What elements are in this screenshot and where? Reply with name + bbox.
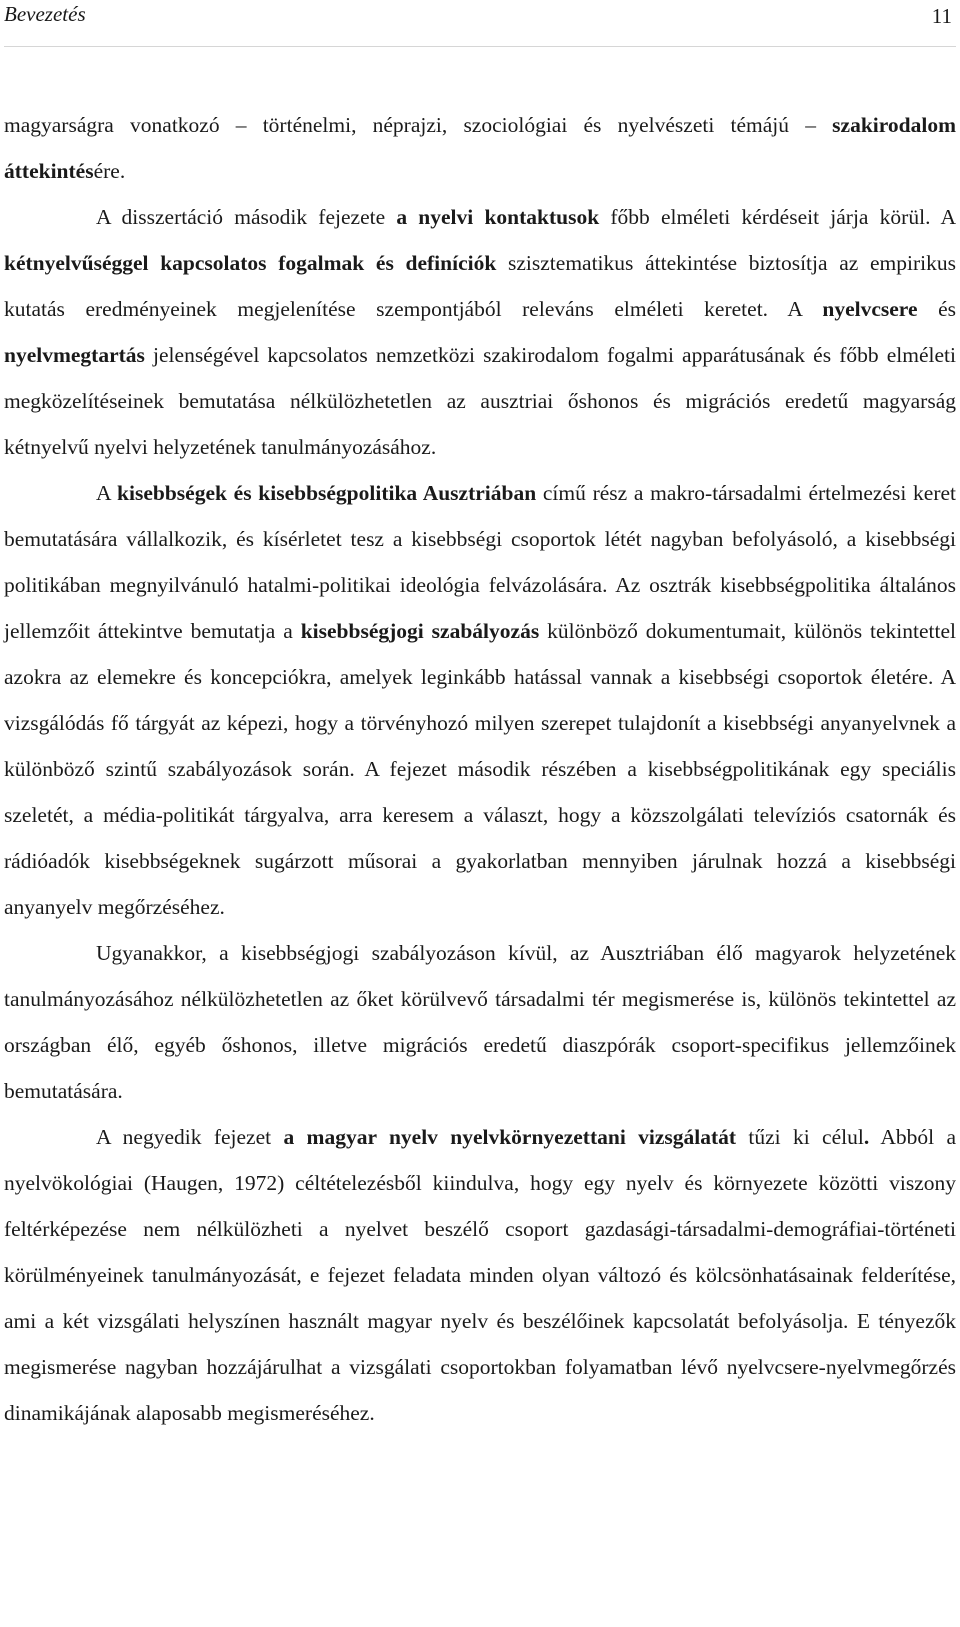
text-run: című rész a makro-társadalmi értelmezési keret bemutatására vállalkozik, és kísérletet tesz a kisebbségi csoportok létét nagyban befolyásoló, a kisebbségi politikában megnyilvánuló hatalmi-politikai ideológia felvázolására. Az osztrák kisebbségpolitika általános jellemzőit áttekintve bemutatja a [4,481,957,643]
body-text [4,102,956,1436]
running-header [4,0,956,47]
text-run: magyarságra vonatkozó – történelmi, néprajzi, szociológiai és nyelvészeti témájú – [4,113,833,137]
paragraph [4,930,956,1114]
text-run: tűzi ki célul [736,1125,864,1149]
text-run: különböző dokumentumait, különös tekintettel azokra az elemekre és koncepciókra, amelyek leginkább hatással vannak a kisebbségi csoportok életére. A vizsgálódás fő tárgyát az képezi, hogy a törvényhozó milyen szerepet tulajdonít a kisebbségi anyanyelvnek a különböző szintű szabályozások során. A fejezet második részében a kisebbségpolitikának egy speciális szeletét, a média-politikát tárgyalva, arra keresem a választ, hogy a közszolgálati televíziós csatornák és rádióadók kisebbségeknek sugárzott műsorai a gyakorlatban mennyiben járulnak hozzá a kisebbségi anyanyelv megőrzéséhez. [4,619,956,919]
emphasized-text: a magyar nyelv nyelvkörnyezettani vizsgálatát [283,1125,737,1149]
paragraph [4,102,956,194]
text-run: A disszertáció második fejezete [96,205,397,229]
emphasized-text: a nyelvi kontaktusok [396,205,600,229]
text-run: Ugyanakkor, a kisebbségjogi szabályozáson kívül, az Ausztriában élő magyarok helyzetének tanulmányozásához nélkülözhetetlen az őket körülvevő társadalmi tér megismerése is, különös tekintettel az országban élő, egyéb őshonos, illetve migrációs eredetű diaszpórák csoport-specifikus jellemzőinek bemutatására. [4,941,956,1103]
paragraph [4,470,956,930]
text-run: A negyedik fejezet [96,1125,284,1149]
text-run: Abból a nyelvökológiai (Haugen, 1972) céltételezésből kiindulva, hogy egy nyelv és környezete közötti viszony feltérképezése nem nélkülözheti a nyelvet beszélő csoport gazdasági-társadalmi-demográfiai-történeti körülményeinek tanulmányozását, e fejezet feladata minden olyan változó és kölcsönhatásainak felderítése, ami a két vizsgálati helyszínen használt magyar nyelv és beszélőinek kapcsolatát befolyásolja. E tényezők megismerése nagyban hozzájárulhat a vizsgálati csoportokban folyamatban lévő nyelvcsere-nyelvmegőrzés dinamikájának alaposabb megismeréséhez. [4,1125,956,1425]
text-run: szisztematikus áttekintése biztosítja az empirikus kutatás eredményeinek megjelenítése szempontjából releváns elméleti keretet. A [4,251,956,321]
text-run: ére. [93,159,126,183]
emphasized-text: szakirodalom áttekintés [4,113,956,183]
emphasized-text: nyelvcsere [822,297,918,321]
text-run: és [917,297,956,321]
emphasized-text: kisebbségek és kisebbségpolitika Ausztriában [117,481,537,505]
paragraph [4,194,956,470]
emphasized-text: . [863,1125,870,1149]
page-number: 11 [931,4,952,28]
paragraph [4,1114,956,1436]
text-run: jelenségével kapcsolatos nemzetközi szakirodalom fogalmi apparátusának és főbb elméleti megközelítéseinek bemutatása nélkülözhetetlen az ausztriai őshonos és migrációs eredetű magyarság kétnyelvű nyelvi helyzetének tanulmányozásához. [4,343,956,459]
emphasized-text: kisebbségjogi szabályozás [300,619,540,643]
section-title: Bevezetés [4,2,86,26]
emphasized-text: kétnyelvűséggel kapcsolatos fogalmak és definíciók [4,251,497,275]
text-run: főbb elméleti kérdéseit járja körül. A [599,205,956,229]
emphasized-text: nyelvmegtartás [4,343,145,367]
text-run: A [96,481,118,505]
